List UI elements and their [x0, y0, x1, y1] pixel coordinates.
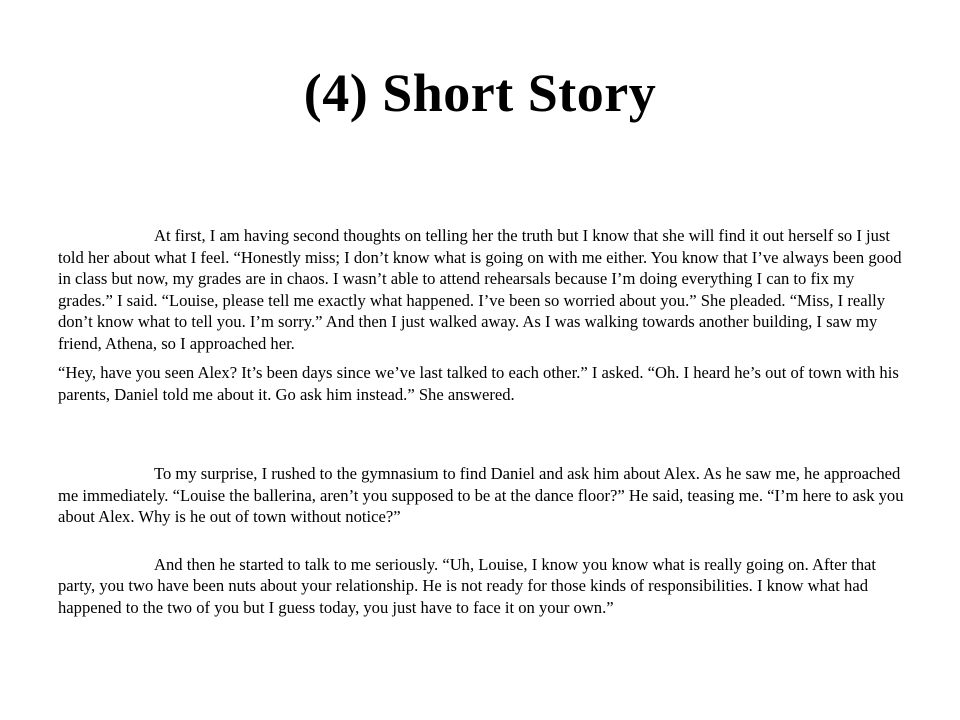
story-paragraph-1: At first, I am having second thoughts on telling her the truth but I know that she will find it out herself so I just told her about what I feel. “Honestly miss; I don’t know what is going on with me either. You know that I’ve always been good in class but now, my grades are in chaos. I wasn’t able to attend rehearsals because I’m doing everything I can to fix my grades.” I said. “Louise, please tell me exactly what happened. I’ve been so worried about you.” She pleaded. “Miss, I really don’t know what to tell you. I’m sorry.” And then I just walked away. As I was walking towards another building, I saw my friend, Athena, so I approached her.: [58, 226, 902, 353]
slide-title: (4) Short Story: [303, 63, 657, 123]
story-paragraph-3: To my surprise, I rushed to the gymnasium to find Daniel and ask him about Alex. As he saw me, he approached me immediately. “Louise the ballerina, aren’t you supposed to be at the dance floor?” He said, teasing me. “I’m here to ask you about Alex. Why is he out of town without notice?”: [58, 464, 904, 526]
story-body: [58, 225, 908, 618]
story-paragraph-2: “Hey, have you seen Alex? It’s been days since we’ve last talked to each other.” I asked. “Oh. I heard he’s out of town with his parents, Daniel told me about it. Go ask him instead.” She answered.: [58, 363, 899, 404]
story-paragraph-4: And then he started to talk to me seriously. “Uh, Louise, I know you know what is really going on. After that party, you two have been nuts about your relationship. He is not ready for those kinds of responsibilities. I know what had happened to the two of you but I guess today, you just have to face it on your own.”: [58, 554, 876, 617]
